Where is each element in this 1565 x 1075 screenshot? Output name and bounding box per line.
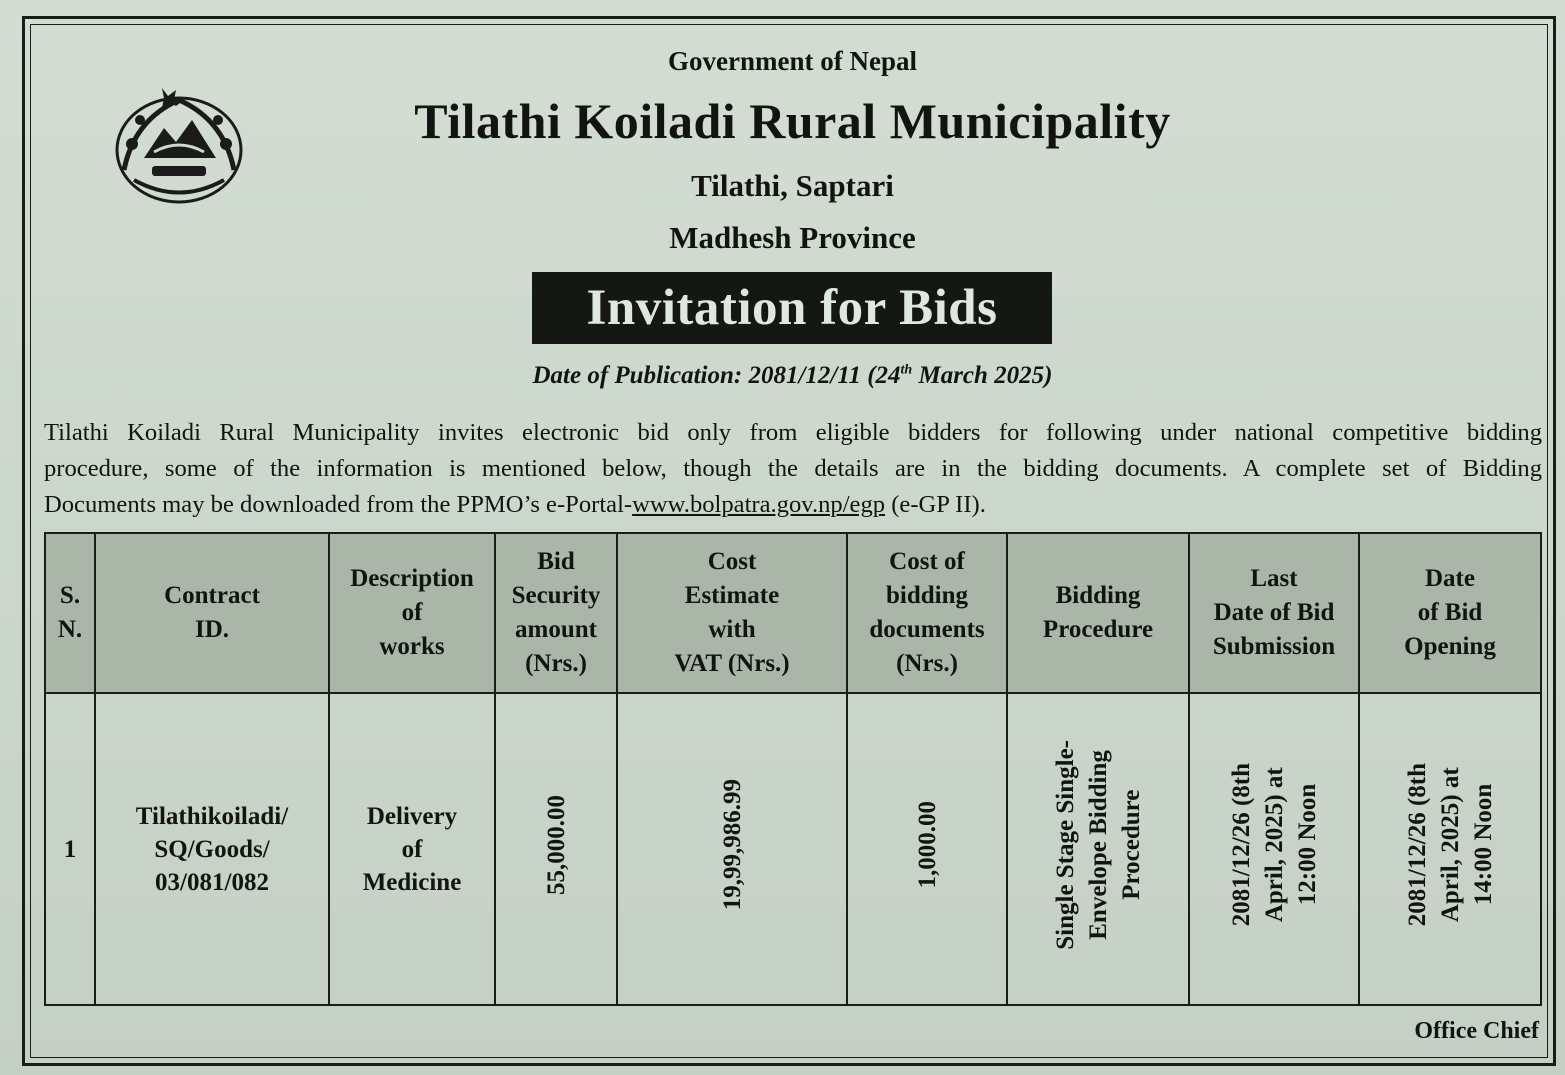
header-cost-docs: Cost of bidding documents (Nrs.) <box>847 533 1007 693</box>
table-header-row <box>45 533 1541 693</box>
cell-bid-security: 55,000.00 <box>495 693 617 1005</box>
cell-procedure: Single Stage Single- Envelope Bidding Procedure <box>1007 693 1189 1005</box>
egp-portal-link[interactable]: www.bolpatra.gov.np/egp <box>632 491 886 518</box>
notice-title: Invitation for Bids <box>532 272 1052 344</box>
cell-last-date: 2081/12/26 (8th April, 2025) at 12:00 Noon <box>1189 693 1359 1005</box>
cell-cost-docs: 1,000.00 <box>847 693 1007 1005</box>
publication-date <box>300 362 1285 390</box>
header-cost-estimate: Cost Estimate with VAT (Nrs.) <box>617 533 847 693</box>
intro-line-3-pre: Documents may be downloaded from the PPMO’s e-Portal- <box>44 491 633 518</box>
intro-line-1: Tilathi Koiladi Rural Municipality invites electronic bid only from eligible bidders for following under national competitive bidding <box>44 419 1542 446</box>
intro-paragraph <box>44 415 1542 523</box>
header-procedure: Bidding Procedure <box>1007 533 1189 693</box>
cell-contract-id: Tilathikoiladi/ SQ/Goods/ 03/081/082 <box>95 693 329 1005</box>
municipality-location: Tilathi, Saptari <box>691 168 894 203</box>
header-contract-id: Contract ID. <box>95 533 329 693</box>
signatory: Office Chief <box>1414 1018 1539 1044</box>
header-description: Description of works <box>329 533 495 693</box>
header-opening-date: Date of Bid Opening <box>1359 533 1541 693</box>
government-name: Government of Nepal <box>668 46 917 76</box>
intro-line-2: procedure, some of the information is mentioned below, though the details are in the bidding documents. A complete set of Bidding <box>44 455 1542 482</box>
intro-line-3 <box>44 487 1542 523</box>
nepal-emblem-icon <box>104 80 254 210</box>
header-last-date: Last Date of Bid Submission <box>1189 533 1359 693</box>
publication-date-tail: March 2025) <box>912 362 1053 389</box>
cell-cost-estimate: 19,99,986.99 <box>617 693 847 1005</box>
cell-opening-date: 2081/12/26 (8th April, 2025) at 14:00 Noon <box>1359 693 1541 1005</box>
table-row <box>45 693 1541 1005</box>
province-name: Madhesh Province <box>669 220 916 255</box>
cell-sn: 1 <box>45 693 95 1005</box>
publication-date-suffix: th <box>900 362 913 378</box>
header-bid-security: Bid Security amount (Nrs.) <box>495 533 617 693</box>
cell-description: Delivery of Medicine <box>329 693 495 1005</box>
intro-line-3-post: (e-GP II). <box>885 491 986 518</box>
municipality-name: Tilathi Koiladi Rural Municipality <box>414 93 1171 149</box>
bids-table <box>44 532 1542 1006</box>
header-sn: S. N. <box>45 533 95 693</box>
publication-date-label: Date of Publication: 2081/12/11 (24 <box>532 362 901 389</box>
